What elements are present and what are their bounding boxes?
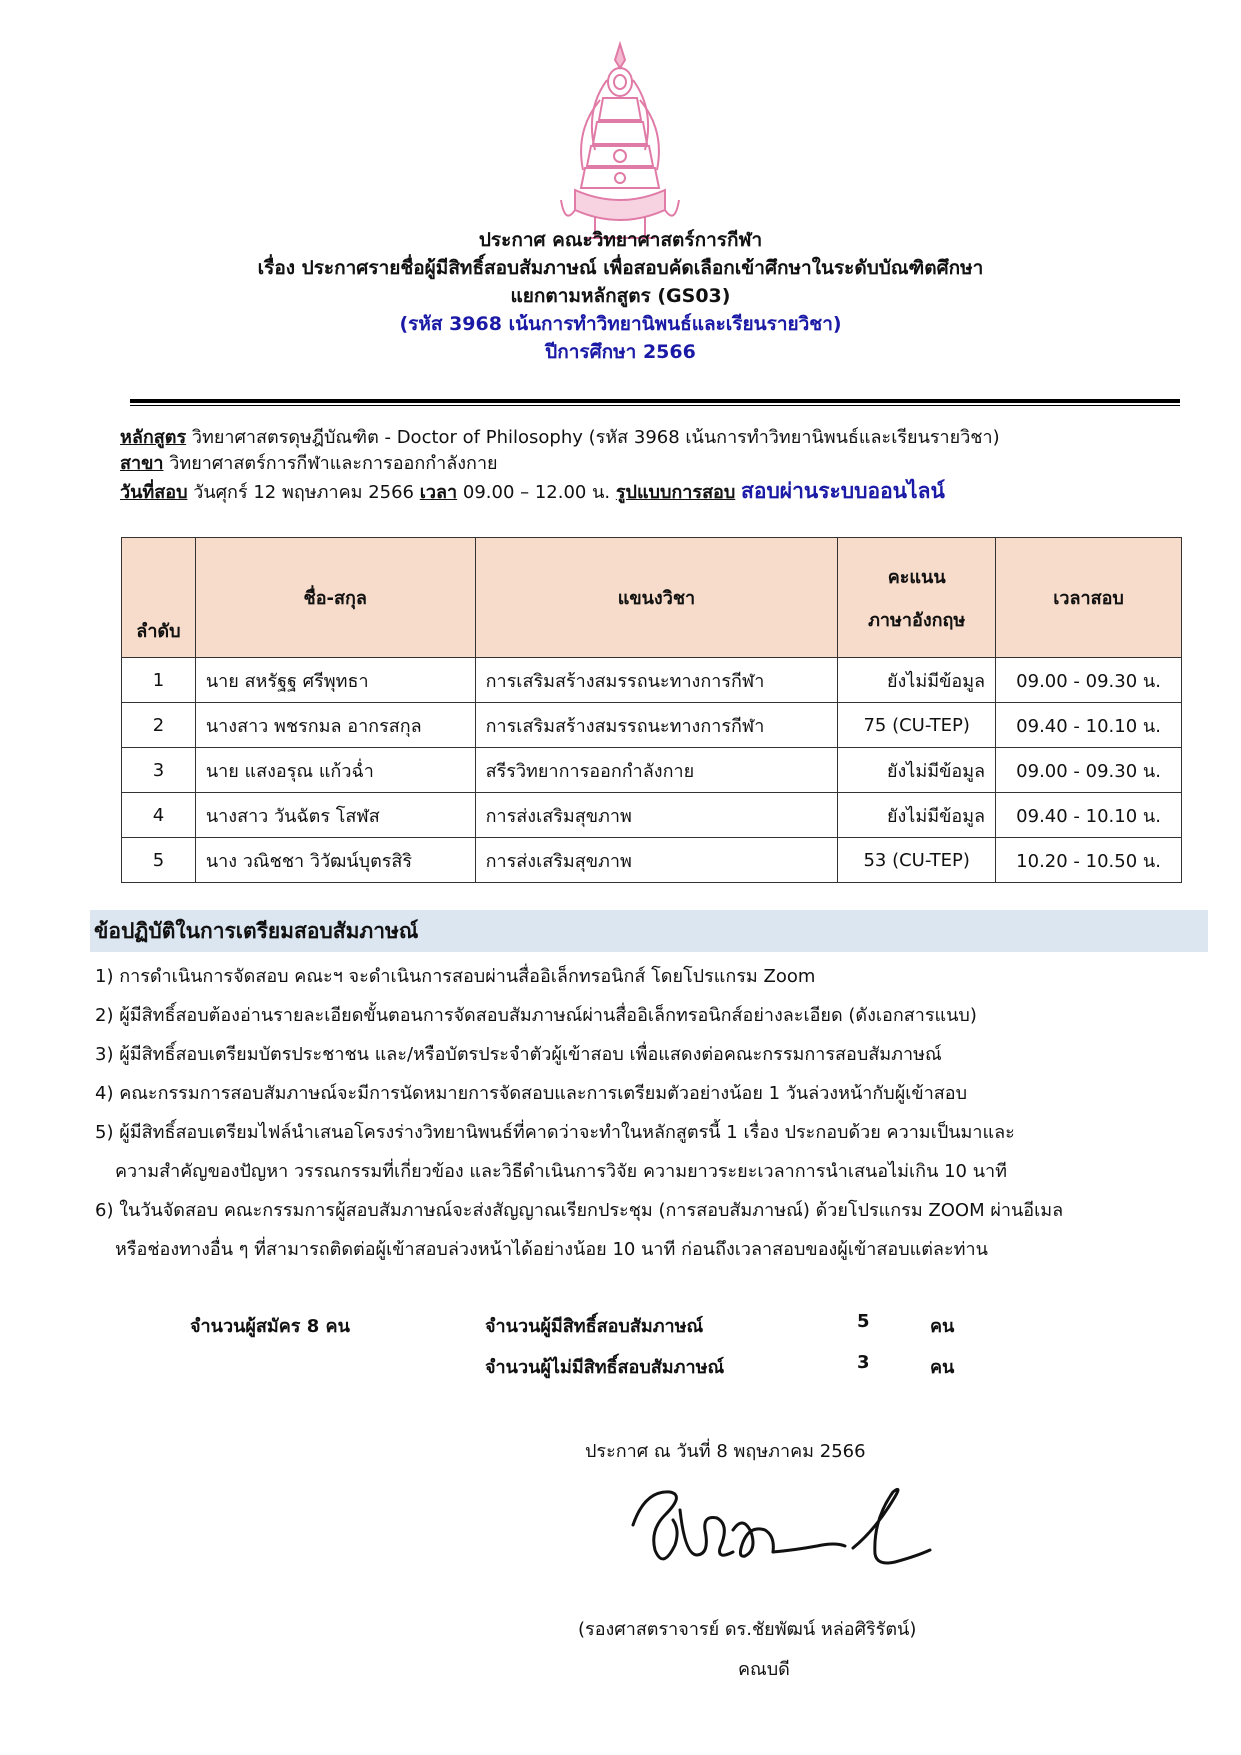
cell-time: 09.00 - 09.30 น.	[996, 658, 1182, 703]
header-subject: เรื่อง ประกาศรายชื่อผู้มีสิทธิ์สอบสัมภาษณ์ เพื่อสอบคัดเลือกเข้าศึกษาในระดับบัณฑิตศึกษา	[257, 257, 984, 279]
instruction-item: 4) คณะกรรมการสอบสัมภาษณ์จะมีการนัดหมายการจัดสอบและการเตรียมตัวอย่างน้อย 1 วันล่วงหน้ากับผู้เข้าสอบ	[95, 1083, 968, 1104]
instruction-item: 6) ในวันจัดสอบ คณะกรรมการผู้สอบสัมภาษณ์จะส่งสัญญาณเรียกประชุม (การสอบสัมภาษณ์) ด้วยโปรแกรม ZOOM ผ่านอีเมล	[95, 1200, 1064, 1221]
table-header-row	[122, 538, 1182, 658]
cell-no: 5	[122, 838, 196, 883]
header-rule-thick	[130, 399, 1180, 403]
col-header-name: ชื่อ-สกุล	[195, 538, 475, 658]
eligible-count-label: จำนวนผู้มีสิทธิ์สอบสัมภาษณ์	[485, 1316, 704, 1337]
program-info-line	[120, 425, 1000, 451]
cell-no: 4	[122, 793, 196, 838]
program-label: หลักสูตร	[120, 427, 187, 448]
col-header-field: แขนงวิชา	[475, 538, 838, 658]
cell-field: การเสริมสร้างสมรรถนะทางการกีฬา	[475, 658, 838, 703]
cell-score: ยังไม่มีข้อมูล	[838, 658, 996, 703]
table-row	[122, 703, 1182, 748]
cell-score: ยังไม่มีข้อมูล	[838, 793, 996, 838]
table-row	[122, 658, 1182, 703]
col-header-score-line2: ภาษาอังกฤษ	[868, 609, 966, 631]
instruction-item: 5) ผู้มีสิทธิ์สอบเตรียมไฟล์นำเสนอโครงร่างวิทยานิพนธ์ที่คาดว่าจะทำในหลักสูตรนี้ 1 เรื่อง ประกอบด้วย ความเป็นมาและ	[95, 1122, 1015, 1143]
header-line-3: แยกตามหลักสูตร (GS03)	[510, 285, 731, 307]
cell-time: 09.40 - 10.10 น.	[996, 703, 1182, 748]
cell-score: 53 (CU-TEP)	[838, 838, 996, 883]
date-label: วันที่สอบ	[120, 482, 188, 503]
instruction-item: 1) การดำเนินการจัดสอบ คณะฯ จะดำเนินการสอบผ่านสื่ออิเล็กทรอนิกส์ โดยโปรแกรม Zoom	[95, 966, 816, 987]
branch-info-line	[120, 451, 498, 477]
header-program-code: (รหัส 3968 เน้นการทำวิทยานิพนธ์และเรียนรายวิชา)	[399, 313, 842, 335]
signer-position: คณบดี	[738, 1659, 790, 1680]
header-line-1: ประกาศ คณะวิทยาศาสตร์การกีฬา	[478, 229, 763, 251]
time-value: 09.00 – 12.00 น.	[457, 482, 616, 503]
program-value: วิทยาศาสตรดุษฎีบัณฑิต - Doctor of Philosophy (รหัส 3968 เน้นการทำวิทยานิพนธ์และเรียนรายวิชา)	[186, 427, 1000, 448]
cell-name: นางสาว พชรกมล อากรสกุล	[195, 703, 475, 748]
branch-label: สาขา	[120, 453, 164, 474]
signature-image	[625, 1470, 945, 1580]
instruction-item: 2) ผู้มีสิทธิ์สอบต้องอ่านรายละเอียดขั้นตอนการจัดสอบสัมภาษณ์ผ่านสื่ออิเล็กทรอนิกส์อย่างละเอียด (ดังเอกสารแนบ)	[95, 1005, 977, 1026]
table-row	[122, 748, 1182, 793]
instruction-item-continued: ความสำคัญของปัญหา วรรณกรรมที่เกี่ยวข้อง และวิธีดำเนินการวิจัย ความยาวระยะเวลาการนำเสนอไม่เกิน 10 นาที	[115, 1161, 1008, 1182]
cell-name: นางสาว วันฉัตร โสฬส	[195, 793, 475, 838]
ineligible-count-number: 3	[857, 1352, 870, 1373]
cell-field: การเสริมสร้างสมรรถนะทางการกีฬา	[475, 703, 838, 748]
date-value: วันศุกร์ 12 พฤษภาคม 2566	[187, 482, 420, 503]
cell-score: ยังไม่มีข้อมูล	[838, 748, 996, 793]
col-header-score	[838, 538, 996, 658]
format-label: รูปแบบการสอบ	[615, 482, 736, 503]
cell-time: 09.00 - 09.30 น.	[996, 748, 1182, 793]
branch-value: วิทยาศาสตร์การกีฬาและการออกกำลังกาย	[163, 453, 498, 474]
candidate-table	[121, 537, 1182, 883]
cell-name: นาย แสงอรุณ แก้วฉ่ำ	[195, 748, 475, 793]
signer-name: (รองศาสตราจารย์ ดร.ชัยพัฒน์ หล่อศิริรัตน์)	[578, 1619, 917, 1640]
col-header-no: ลำดับ	[122, 538, 196, 658]
cell-time: 09.40 - 10.10 น.	[996, 793, 1182, 838]
col-header-score-line1: คะแนน	[887, 566, 946, 588]
ineligible-count-unit: คน	[930, 1357, 955, 1378]
col-header-time: เวลาสอบ	[996, 538, 1182, 658]
cell-no: 1	[122, 658, 196, 703]
header-rule-thin	[130, 405, 1180, 406]
instruction-item: 3) ผู้มีสิทธิ์สอบเตรียมบัตรประชาชน และ/หรือบัตรประจำตัวผู้เข้าสอบ เพื่อแสดงต่อคณะกรรมการสอบสัมภาษณ์	[95, 1044, 942, 1065]
cell-no: 2	[122, 703, 196, 748]
table-row	[122, 793, 1182, 838]
cell-name: นาย สหรัฐฐ ศรีพุทธา	[195, 658, 475, 703]
eligible-count-unit: คน	[930, 1316, 955, 1337]
instruction-item-continued: หรือช่องทางอื่น ๆ ที่สามารถติดต่อผู้เข้าสอบล่วงหน้าได้อย่างน้อย 10 นาที ก่อนถึงเวลาสอบของผู้เข้าสอบแต่ละท่าน	[115, 1239, 988, 1260]
applicant-count: จำนวนผู้สมัคร 8 คน	[190, 1316, 350, 1337]
table-row	[122, 838, 1182, 883]
cell-field: การส่งเสริมสุขภาพ	[475, 793, 838, 838]
cell-time: 10.20 - 10.50 น.	[996, 838, 1182, 883]
cell-score: 75 (CU-TEP)	[838, 703, 996, 748]
header-academic-year: ปีการศึกษา 2566	[545, 341, 696, 363]
announce-date: ประกาศ ณ วันที่ 8 พฤษภาคม 2566	[585, 1441, 866, 1462]
cell-name: นาง วณิชชา วิวัฒน์บุตรสิริ	[195, 838, 475, 883]
eligible-count-number: 5	[857, 1311, 870, 1332]
ineligible-count-label: จำนวนผู้ไม่มีสิทธิ์สอบสัมภาษณ์	[485, 1357, 725, 1378]
format-value: สอบผ่านระบบออนไลน์	[741, 479, 945, 503]
exam-date-line	[120, 478, 945, 506]
time-label: เวลา	[419, 482, 458, 503]
instructions-title: ข้อปฏิบัติในการเตรียมสอบสัมภาษณ์	[90, 910, 1208, 952]
cell-field: การส่งเสริมสุขภาพ	[475, 838, 838, 883]
chulalongkorn-emblem-logo	[555, 40, 685, 245]
cell-field: สรีรวิทยาการออกกำลังกาย	[475, 748, 838, 793]
cell-no: 3	[122, 748, 196, 793]
